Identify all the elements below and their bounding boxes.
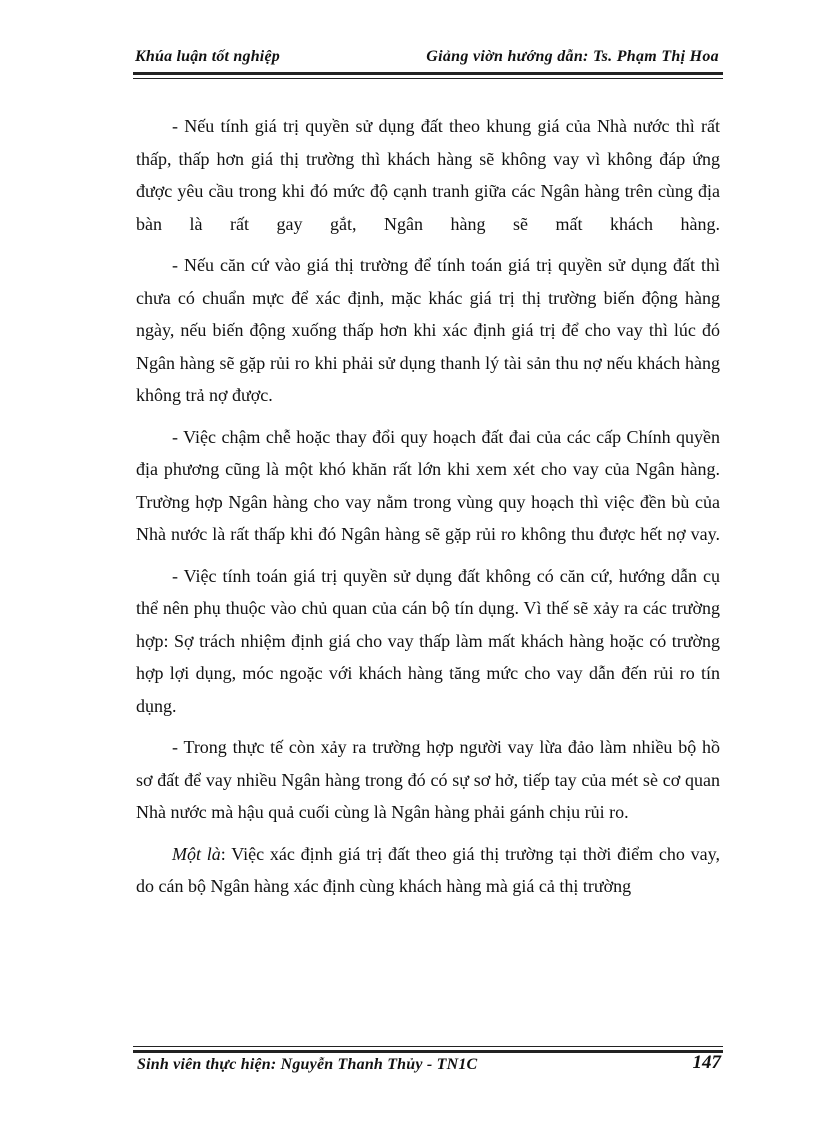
footer-rule-thick (133, 1050, 723, 1053)
paragraph-5: - Trong thực tế còn xảy ra trường hợp người vay lừa đảo làm nhiều bộ hồ sơ đất để vay nhiều Ngân hàng trong đó có sự sơ hở, tiếp tay của mét sè cơ quan Nhà nước mà hậu quả cuối cùng là Ngân hàng phải gánh chịu rủi ro. (136, 737, 720, 822)
header-rule-thin (133, 78, 723, 79)
header-thesis-title: Khúa luận tốt nghiệp (135, 48, 280, 65)
page-footer (133, 1046, 723, 1086)
paragraph-6-lead: Một là (172, 843, 221, 864)
footer-student: Sinh viên thực hiện: Nguyễn Thanh Thủy - TN1C (137, 1056, 478, 1073)
paragraph-6 (136, 838, 720, 903)
paragraph-2: - Nếu căn cứ vào giá thị trường để tính toán giá trị quyền sử dụng đất thì chưa có chuẩn mực để xác định, mặc khác giá trị thị trường biến động hàng ngày, nếu biến động xuống thấp hơn khi xác định giá trị để cho vay thì lúc đó Ngân hàng sẽ gặp rủi ro khi phải sử dụng thanh lý tài sản thu nợ nếu khách hàng không trả nợ được. (136, 255, 720, 405)
page-body (136, 110, 720, 912)
header-supervisor: Giảng viờn hướng dẫn: Ts. Phạm Thị Hoa (426, 48, 719, 65)
footer-rule-thin (133, 1046, 723, 1047)
paragraph-3: - Việc chậm chễ hoặc thay đổi quy hoạch đất đai của các cấp Chính quyền địa phương cũng là một khó khăn rất lớn khi xem xét cho vay của Ngân hàng. Trường hợp Ngân hàng cho vay nằm trong vùng quy hoạch thì việc đền bù của Nhà nước là rất thấp khi đó Ngân hàng sẽ gặp rủi ro không thu được hết nợ vay. (136, 426, 720, 544)
page-header (133, 44, 723, 84)
header-rule-thick (133, 72, 723, 75)
paragraph-1: - Nếu tính giá trị quyền sử dụng đất theo khung giá của Nhà nước thì rất thấp, thấp hơn giá thị trường thì khách hàng sẽ không vay vì không đáp ứng được yêu cầu trong khi đó mức độ cạnh tranh giữa các Ngân hàng trên cùng địa bàn là rất gay gắt, Ngân hàng sẽ mất khách hàng. (136, 116, 720, 234)
paragraph-6-text: : Việc xác định giá trị đất theo giá thị trường tại thời điểm cho vay, do cán bộ Ngân hàng xác định cùng khách hàng mà giá cả thị trường (136, 843, 721, 896)
page-number: 147 (692, 1052, 721, 1073)
paragraph-4: - Việc tính toán giá trị quyền sử dụng đất không có căn cứ, hướng dẫn cụ thể nên phụ thuộc vào chủ quan của cán bộ tín dụng. Vì thế sẽ xảy ra các trường hợp: Sợ trách nhiệm định giá cho vay thấp làm mất khách hàng hoặc có trường hợp lợi dụng, móc ngoặc với khách hàng tăng mức cho vay dẫn đến rủi ro tín dụng. (136, 565, 720, 716)
